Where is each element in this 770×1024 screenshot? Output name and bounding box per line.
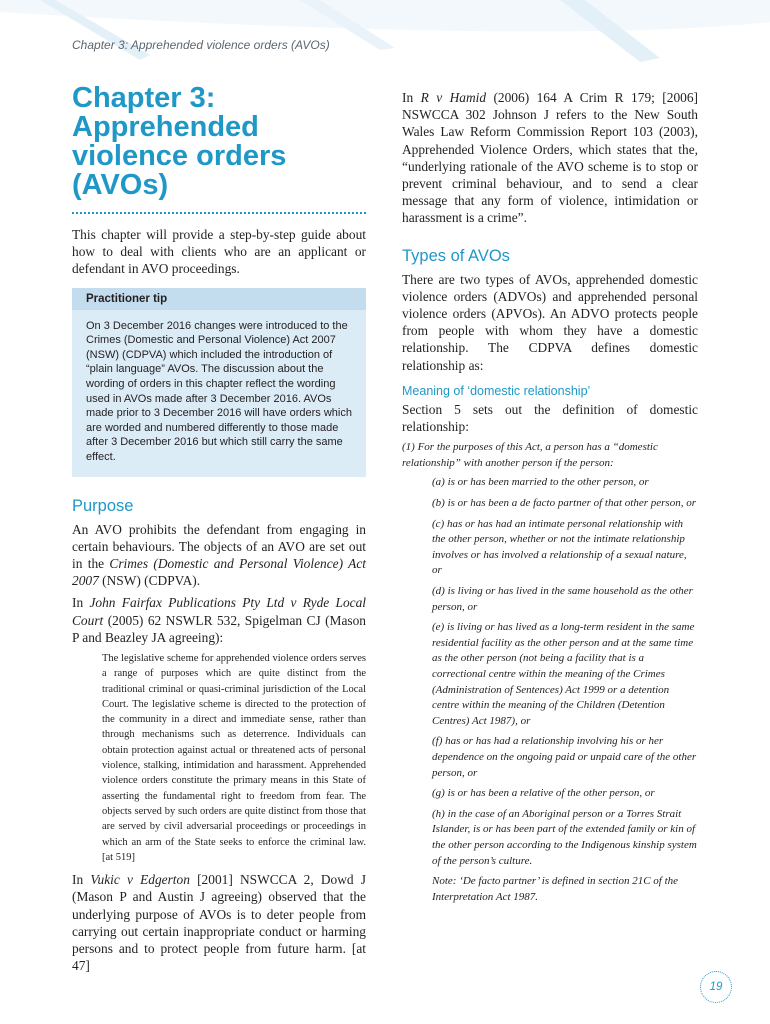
- statute-item: (a) is or has been married to the other person, or: [432, 476, 649, 489]
- practitioner-tip-box: [72, 288, 366, 477]
- purpose-paragraph-3: In Vukic v Edgerton [2001] NSWCCA 2, Dowd J (Mason P and Austin J agreeing) observed that the underlying purpose of AVOs is to deter people from carrying out certain inappropriate conduct or harming persons and to protect people from future harm. [at 47]: [72, 872, 366, 974]
- statute-item: Note: ‘De facto partner’ is defined in section 21C of the Interpretation Act 1987.: [432, 875, 679, 903]
- tip-body: On 3 December 2016 changes were introduced to the Crimes (Domestic and Personal Violence) Act 2007 (NSW) (CDPVA) which included the introduction of “plain language” AVOs. The discussion about the wording of orders in this chapter reflect the wording used in AVOs made after 3 December 2016. AVOs made prior to 3 December 2016 will have orders which are worded and numbered differently to those made after 3 December 2016 but which still carry the same effect.: [86, 319, 352, 463]
- tip-heading: Practitioner tip: [72, 288, 366, 310]
- purpose-heading: Purpose: [72, 496, 134, 515]
- statute-item: (g) is or has been a relative of the other person, or: [432, 787, 655, 800]
- right-column: [402, 84, 698, 910]
- act-citation: Crimes (Domestic and Personal Violence) Act 2007: [72, 555, 366, 589]
- statute-items: [402, 475, 698, 905]
- purpose-paragraph-4: In R v Hamid (2006) 164 A Crim R 179; [2006] NSWCCA 302 Johnson J refers to the New South Wales Law Reform Commission Report 103 (2003), Apprehended Violence Orders, which states that the, “underlying rationale of the AVO scheme is to stop or prevent criminal behaviour, and to send a clear message that any form of violence, intimidation or harassment is a crime”.: [402, 90, 698, 226]
- running-header: Chapter 3: Apprehended violence orders (AVOs): [72, 38, 330, 52]
- page-number: 19: [700, 971, 732, 1003]
- case-citation: John Fairfax Publications Pty Ltd v Ryde Local Court: [72, 595, 366, 628]
- meaning-paragraph: Section 5 sets out the definition of domestic relationship:: [402, 401, 698, 435]
- block-quote: The legislative scheme for apprehended violence orders serves a range of purposes which are quite distinct from the traditional criminal or quasi-criminal jurisdiction of the Local Court. The legislative scheme is directed to the protection of the community in a direct and immediate sense, rather than through mechanisms such as deterrence. Individuals can obtain protection against actual or threatened acts of personal violence, stalking, intimidation and harassment. Apprehended violence orders constitute the primary means in this State of asserting the fundamental right to freedom from fear. The objects served by such orders are quite distinct from those that are served by civil adversarial proceedings or proceedings in which an arm of the State seeks to enforce the criminal law. [at 519]: [102, 652, 366, 863]
- statute-item: (h) in the case of an Aboriginal person or a Torres Strait Islander, is or has been part of the extended family or kin of the other person according to the Indigenous kinship system of the person’s culture.: [432, 807, 697, 867]
- case-citation: Vukic v Edgerton: [90, 872, 190, 888]
- statute-intro: (1) For the purposes of this Act, a person has a “domestic relationship” with another person if the person:: [402, 441, 658, 469]
- purpose-paragraph-2: In John Fairfax Publications Pty Ltd v Ryde Local Court (2005) 62 NSWLR 532, Spigelman CJ (Mason P and Beazley JA agreeing):: [72, 595, 366, 645]
- statute-item: (c) has or has had an intimate personal relationship with the other person, whether or not the intimate relationship involves or has involved a relationship of a sexual nature, or: [432, 517, 687, 577]
- types-paragraph: There are two types of AVOs, apprehended domestic violence orders (ADVOs) and apprehended personal violence orders (APVOs). An ADVO protects people from people with whom they have a domestic relationship. The CDPVA defines domestic relationship as:: [402, 271, 698, 373]
- types-heading: Types of AVOs: [402, 246, 510, 265]
- statute-item: (b) is or has been a de facto partner of that other person, or: [432, 497, 696, 510]
- statute-item: (e) is living or has lived as a long-term resident in the same residential facility as the other person and at the same time as the other person (not being a facility that is a correctional centre within the meaning of the Crimes (Administration of Sentences) Act 1999 or a detention centre within the meaning of the Children (Detention Centres) Act 1987), or: [432, 621, 695, 727]
- case-citation: R v Hamid: [420, 90, 487, 105]
- header-decoration: [0, 0, 770, 70]
- purpose-paragraph-1: An AVO prohibits the defendant from engaging in certain behaviours. The objects of an AVO are set out in the Crimes (Domestic and Personal Violence) Act 2007 (NSW) (CDPVA).: [72, 521, 366, 589]
- statute-item: (f) has or has had a relationship involving his or her dependence on the ongoing paid or unpaid care of the other person, or: [432, 735, 697, 779]
- statute-item: (d) is living or has lived in the same household as the other person, or: [432, 585, 693, 613]
- meaning-heading: Meaning of ‘domestic relationship’: [402, 383, 591, 398]
- left-column: [72, 84, 366, 979]
- chapter-intro: This chapter will provide a step-by-step guide about how to deal with clients who are an applicant or defendant in AVO proceedings.: [72, 227, 366, 277]
- title-divider: [72, 212, 366, 214]
- chapter-title: Chapter 3: Apprehended violence orders (AVOs): [72, 82, 287, 201]
